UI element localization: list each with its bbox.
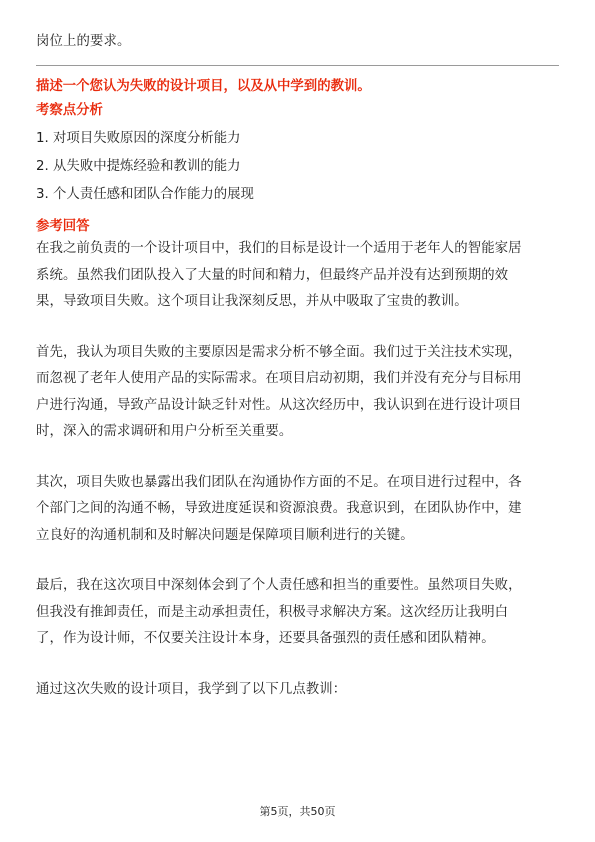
- analysis-point: 1. 对项目失败原因的深度分析能力: [36, 131, 241, 146]
- paragraph-line: 个部门之间的沟通不畅，导致进度延误和资源浪费。我意识到，在团队协作中，建: [36, 501, 522, 516]
- analysis-point: 2. 从失败中提炼经验和教训的能力: [36, 159, 241, 174]
- paragraph-line: 立良好的沟通机制和及时解决问题是保障项目顺利进行的关键。: [36, 527, 414, 543]
- paragraph-line: 时，深入的需求调研和用户分析至关重要。: [36, 424, 293, 439]
- answer-paragraph: [36, 236, 559, 316]
- paragraph-line: 通过这次失败的设计项目，我学到了以下几点教训：: [36, 681, 347, 697]
- page-content: [36, 30, 559, 727]
- paragraph-line: 果，导致项目失败。这个项目让我深刻反思，并从中吸取了宝贵的教训。: [36, 294, 468, 309]
- answer-paragraph: [36, 573, 559, 653]
- paragraph-line: 其次，项目失败也暴露出我们团队在沟通协作方面的不足。在项目进行过程中，各: [36, 474, 522, 490]
- answer-title: 参考回答: [36, 219, 90, 234]
- paragraph-line: 最后，我在这次项目中深刻体会到了个人责任感和担当的重要性。虽然项目失败，: [36, 578, 522, 593]
- paragraph-line: 户进行沟通，导致产品设计缺乏针对性。从这次经历中，我认识到在进行设计项目: [36, 397, 522, 413]
- page-footer: 第5页，共50页: [259, 805, 336, 818]
- paragraph-line: 而忽视了老年人使用产品的实际需求。在项目启动初期，我们并没有充分与目标用: [36, 371, 522, 386]
- section-divider: [36, 65, 559, 66]
- answer-paragraph: [36, 677, 559, 704]
- answer-paragraph: [36, 340, 559, 446]
- intro-line: 岗位上的要求。: [36, 34, 131, 49]
- answer-paragraph: [36, 470, 559, 550]
- paragraph-line: 首先，我认为项目失败的主要原因是需求分析不够全面。我们过于关注技术实现，: [36, 344, 522, 360]
- analysis-title: 考察点分析: [36, 103, 103, 118]
- paragraph-line: 系统。虽然我们团队投入了大量的时间和精力，但最终产品并没有达到预期的效: [36, 267, 509, 283]
- analysis-point: 3. 个人责任感和团队合作能力的展现: [36, 187, 254, 202]
- paragraph-line: 但我没有推卸责任，而是主动承担责任，积极寻求解决方案。这次经历让我明白: [36, 604, 509, 620]
- paragraph-line: 在我之前负责的一个设计项目中，我们的目标是设计一个适用于老年人的智能家居: [36, 241, 522, 256]
- paragraph-line: 了，作为设计师，不仅要关注设计本身，还要具备强烈的责任感和团队精神。: [36, 631, 495, 646]
- question-heading: 描述一个您认为失败的设计项目，以及从中学到的教训。: [36, 79, 371, 94]
